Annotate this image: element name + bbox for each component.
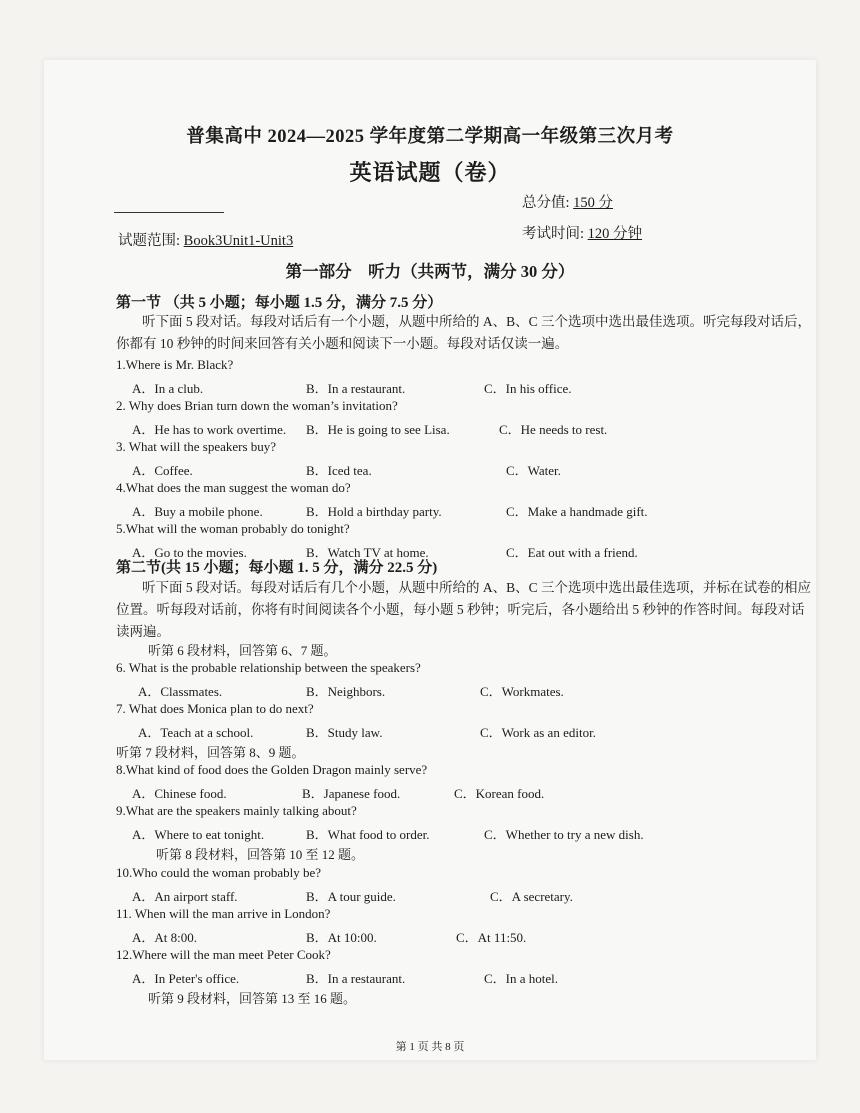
q1-option-c: C．In his office. (484, 381, 572, 396)
q6-option-b: B．Neighbors. (306, 684, 386, 699)
q9-option-a: A．Where to eat tonight. (132, 827, 265, 842)
exam-scope (118, 229, 293, 250)
question-2: 2. Why does Brian turn down the woman’s invitation? (116, 398, 398, 413)
q2-option-c: C．He needs to rest. (499, 422, 608, 437)
q8-option-b: B．Japanese food. (302, 786, 401, 801)
exam-title: 普集高中 2024—2025 学年度第二学期高一年级第三次月考 (186, 127, 674, 147)
q11-option-a: A．At 8:00. (132, 930, 198, 945)
q11-option-c: C．At 11:50. (456, 930, 527, 945)
material-8-note: 听第 8 段材料，回答第 10 至 12 题。 (156, 847, 365, 862)
material-9-note: 听第 9 段材料，回答第 13 至 16 题。 (148, 991, 357, 1006)
q4-option-c: C．Make a handmade gift. (506, 504, 648, 519)
q7-option-b: B．Study law. (306, 725, 383, 740)
q6-option-c: C．Workmates. (480, 684, 564, 699)
total-score-value: 150 分 (573, 195, 614, 211)
q12-option-b: B．In a restaurant. (306, 971, 406, 986)
question-10: 10.Who could the woman probably be? (116, 865, 322, 880)
q2-option-b: B．He is going to see Lisa. (306, 422, 450, 437)
binding-margin (0, 0, 44, 1113)
q5-option-c: C．Eat out with a friend. (506, 545, 638, 560)
q10-option-a: A．An airport staff. (132, 889, 238, 904)
header-rule (114, 212, 224, 213)
q5-option-b: B．Watch TV at home. (306, 545, 429, 560)
q5-option-a: A．Go to the movies. (132, 545, 247, 560)
exam-scope-value: Book3Unit1-Unit3 (183, 233, 294, 249)
question-9: 9.What are the speakers mainly talking about? (116, 803, 357, 818)
q10-option-c: C．A secretary. (490, 889, 573, 904)
question-12: 12.Where will the man meet Peter Cook? (116, 947, 331, 962)
question-8: 8.What kind of food does the Golden Dragon mainly serve? (116, 762, 428, 777)
section2-title: 第二节(共 15 小题；每小题 1. 5 分，满分 22.5 分) (116, 560, 438, 576)
exam-scope-label: 试题范围: (118, 233, 181, 249)
total-score-label: 总分值: (522, 195, 570, 211)
q7-option-c: C．Work as an editor. (480, 725, 596, 740)
exam-page (44, 60, 816, 1060)
question-11: 11. When will the man arrive in London? (116, 906, 331, 921)
exam-time-value: 120 分钟 (587, 226, 643, 242)
exam-subtitle: 英语试题（卷） (349, 160, 511, 185)
material-6-note: 听第 6 段材料，回答第 6、7 题。 (148, 643, 337, 658)
q9-option-c: C．Whether to try a new dish. (484, 827, 644, 842)
section2-instructions: 听下面 5 段对话。每段对话后有几个小题，从题中所给的 A、B、C 三个选项中选出最佳选项，并标在试卷的相应位置。听每段对话前，你将有时间阅读各个小题，每小题 5 秒钟；听完后，各小题给出 5 秒钟的作答时间。每段对话读两遍。 (116, 580, 812, 639)
part1-title: 第一部分 听力（共两节，满分 30 分） (285, 262, 575, 281)
q9-option-b: B．What food to order. (306, 827, 430, 842)
q4-option-b: B．Hold a birthday party. (306, 504, 442, 519)
question-7: 7. What does Monica plan to do next? (116, 701, 314, 716)
q2-option-a: A．He has to work overtime. (132, 422, 287, 437)
q8-option-c: C．Korean food. (454, 786, 545, 801)
q12-option-c: C．In a hotel. (484, 971, 559, 986)
q4-option-a: A．Buy a mobile phone. (132, 504, 263, 519)
question-1: 1.Where is Mr. Black? (116, 357, 234, 372)
total-score (522, 191, 613, 212)
exam-time (522, 222, 642, 243)
q3-option-b: B．Iced tea. (306, 463, 372, 478)
q10-option-b: B．A tour guide. (306, 889, 396, 904)
page-footer: 第 1 页 共 8 页 (395, 1041, 465, 1053)
q12-option-a: A．In Peter's office. (132, 971, 240, 986)
q3-option-c: C．Water. (506, 463, 561, 478)
q3-option-a: A．Coffee. (132, 463, 193, 478)
question-4: 4.What does the man suggest the woman do? (116, 480, 351, 495)
q8-option-a: A．Chinese food. (132, 786, 227, 801)
q11-option-b: B．At 10:00. (306, 930, 377, 945)
q1-option-b: B．In a restaurant. (306, 381, 406, 396)
question-6: 6. What is the probable relationship between the speakers? (116, 660, 421, 675)
q1-option-a: A．In a club. (132, 381, 204, 396)
material-7-note: 听第 7 段材料，回答第 8、9 题。 (116, 745, 305, 760)
q7-option-a: A．Teach at a school. (138, 725, 254, 740)
question-5: 5.What will the woman probably do tonight? (116, 521, 350, 536)
section1-instructions: 听下面 5 段对话。每段对话后有一个小题，从题中所给的 A、B、C 三个选项中选出最佳选项。听完每段对话后，你都有 10 秒钟的时间来回答有关小题和阅读下一小题。每段对话仅读一遍。 (116, 314, 812, 351)
section1-title: 第一节 （共 5 小题；每小题 1.5 分，满分 7.5 分） (116, 295, 443, 311)
q6-option-a: A．Classmates. (138, 684, 223, 699)
question-3: 3. What will the speakers buy? (116, 439, 277, 454)
exam-time-label: 考试时间: (522, 226, 585, 242)
